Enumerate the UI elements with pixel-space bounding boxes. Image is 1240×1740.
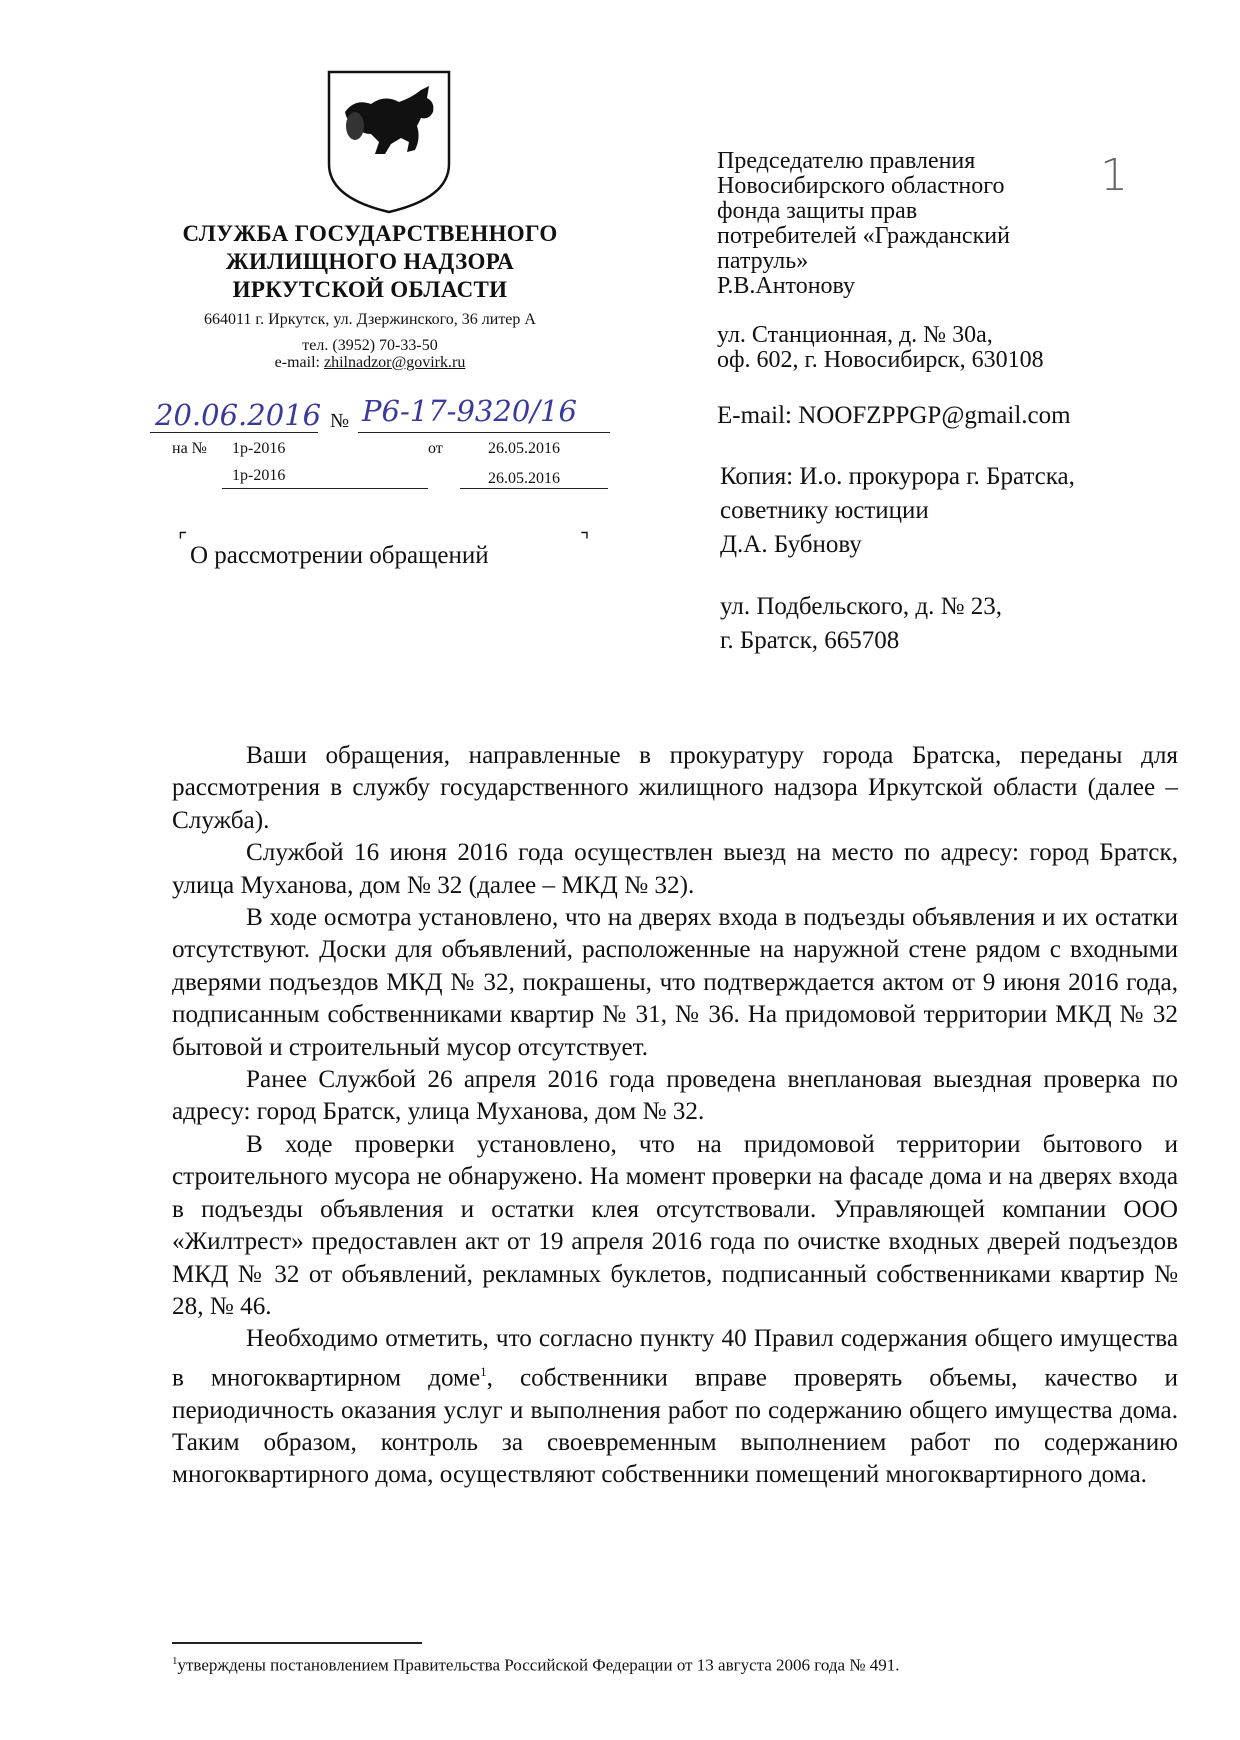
copy-line: Копия: И.о. прокурора г. Братска, xyxy=(720,463,1075,490)
body-paragraph: Службой 16 июня 2016 года осуществлен выезд на место по адресу: город Братск, улица Муханова, дом № 32 (далее – МКД № 32). xyxy=(172,839,1178,899)
footnote-rule xyxy=(172,1642,422,1644)
body-paragraph xyxy=(172,1323,1178,1491)
copy-address-line: ул. Подбельского, д. № 23, xyxy=(720,593,1002,620)
copy-address xyxy=(720,590,1002,658)
footnote-mark: 1 xyxy=(172,1655,178,1667)
recipient-address xyxy=(717,323,1044,373)
recipient-address-line: оф. 602, г. Новосибирск, 630108 xyxy=(717,347,1044,373)
footnote-text: утверждены постановлением Правительства Российской Федерации от 13 августа 2006 года № 491. xyxy=(177,1655,900,1675)
recipient-line: фонда защиты прав xyxy=(717,198,918,224)
copy-block xyxy=(720,460,1075,562)
ref-date-1: 26.05.2016 xyxy=(488,440,560,457)
ref-number-underline xyxy=(222,488,428,489)
body-paragraph: В ходе осмотра установлено, что на дверях входа в подъезды объявления и их остатки отсутствуют. Доски для объявлений, расположенные на наружной стене рядом с входными дверями подъездов МКД № 32, покрашены, что подтверждается актом от 9 июня 2016 года, подписанным собственниками квартир № 31, № 36. На придомовой территории МКД № 32 бытовой и строительный мусор отсутствует. xyxy=(172,904,1178,1061)
recipient-line: Председателю правления xyxy=(717,148,976,174)
sender-address: 664011 г. Иркутск, ул. Дзержинского, 36 литер А xyxy=(204,311,536,328)
subject: О рассмотрении обращений xyxy=(190,542,489,569)
ref-number-2: 1р-2016 xyxy=(232,467,286,484)
ref-number-1: 1р-2016 xyxy=(232,440,286,457)
recipient-email: E-mail: NOOFZPPGP@gmail.com xyxy=(717,402,1071,429)
ref-date-underline xyxy=(460,488,608,489)
recipient-line: потребителей «Гражданский xyxy=(717,223,1010,249)
ref-label: на № xyxy=(172,440,207,457)
copy-line: советнику юстиции xyxy=(720,497,929,524)
number-underline xyxy=(358,432,610,433)
org-name-line1: СЛУЖБА ГОСУДАРСТВЕННОГО xyxy=(182,221,558,246)
recipient-line: Р.В.Антонову xyxy=(717,273,856,299)
sender-email-label: e-mail: xyxy=(274,354,320,371)
org-name-line3: ИРКУТСКОЙ ОБЛАСТИ xyxy=(232,277,508,302)
copy-line: Д.А. Бубнову xyxy=(720,531,862,558)
body-paragraph-part: , собственники вправе проверять объемы, качество и периодичность оказания услуг и выполнения работ по содержанию общего имущества дома. Таким образом, контроль за своевременным выполнением работ по содержанию многоквартирного дома, осуществляют собственники помещений многоквартирного дома. xyxy=(172,1364,1178,1489)
body-paragraph-part: Необходимо отметить, что согласно пункту 40 Правил содержания общего имущества в многоквартирном доме xyxy=(172,1325,1178,1392)
subject-corner-left: ⌜ xyxy=(178,530,188,552)
recipient-address-line: ул. Станционная, д. № 30а, xyxy=(717,322,993,348)
number-sign: № xyxy=(330,410,350,432)
handwritten-page-number: 1 xyxy=(1100,150,1128,201)
body-paragraph: В ходе проверки установлено, что на придомовой территории бытового и строительного мусора не обнаружено. На момент проверки на фасаде дома и на дверях входа в подъезды объявления и остатки клея отсутствовали. Управляющей компании ООО «Жилтрест» предоставлен акт от 19 апреля 2016 года по очистке входных дверей подъездов МКД № 32 от объявлений, рекламных буклетов, подписанный собственниками квартир № 28, № 46. xyxy=(172,1130,1178,1320)
copy-address-line: г. Братск, 665708 xyxy=(720,627,900,654)
org-name-line2: ЖИЛИЩНОГО НАДЗОРА xyxy=(225,249,515,274)
sender-phone: тел. (3952) 70-33-50 xyxy=(302,337,438,354)
sender-email: zhilnadzor@govirk.ru xyxy=(323,354,466,371)
date-underline xyxy=(150,432,318,433)
registration-number: Р6-17-9320/16 xyxy=(362,394,577,428)
ref-from-label: от xyxy=(428,440,443,457)
recipient-line: Новосибирского областного xyxy=(717,173,1005,199)
coat-of-arms-icon xyxy=(325,68,453,216)
ref-date-2: 26.05.2016 xyxy=(488,470,560,487)
recipient-line: патруль» xyxy=(717,248,809,274)
body-paragraph: Ваши обращения, направленные в прокуратуру города Братска, переданы для рассмотрения в службу государственного жилищного надзора Иркутской области (далее – Служба). xyxy=(172,742,1178,834)
sender-email-line xyxy=(150,354,590,372)
registration-date: 20.06.2016 xyxy=(155,398,322,432)
footnote xyxy=(172,1655,900,1676)
recipient-block xyxy=(717,149,1010,299)
footnote-ref: 1 xyxy=(480,1363,487,1379)
letter-body xyxy=(172,740,1178,1492)
body-paragraph: Ранее Службой 26 апреля 2016 года проведена внеплановая выездная проверка по адресу: город Братск, улица Муханова, дом № 32. xyxy=(172,1066,1178,1126)
subject-corner-right: ⌝ xyxy=(580,530,590,552)
